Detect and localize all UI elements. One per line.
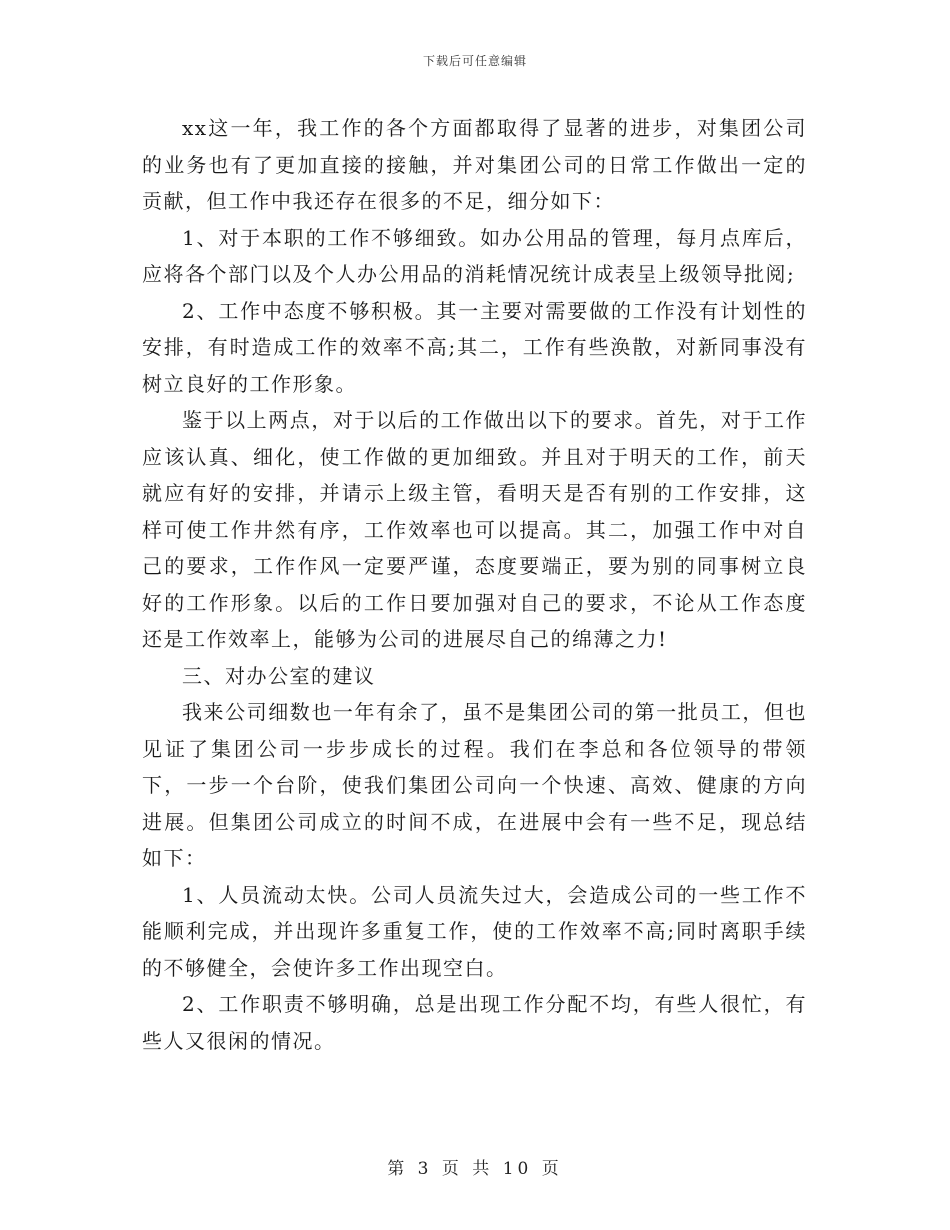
paragraph-point-2: 2、工作中态度不够积极。其一主要对需要做的工作没有计划性的安排，有时造成工作的效率不高;其二，工作有些涣散，对新同事没有树立良好的工作形象。 xyxy=(142,298,807,396)
page-header: 下载后可任意编辑 xyxy=(422,54,527,68)
paragraph-requirements: 鉴于以上两点，对于以后的工作做出以下的要求。首先，对于工作应该认真、细化，使工作做的更加细致。并且对于明天的工作，前天就应有好的安排，并请示上级主管，看明天是否有别的工作安排，这样可使工作井然有序，工作效率也可以提高。其二，加强工作中对自己的要求，工作作风一定要严谨，态度要端正，要为别的同事树立良好的工作形象。以后的工作日要加强对自己的要求，不论从工作态度还是工作效率上，能够为公司的进展尽自己的绵薄之力! xyxy=(142,408,807,651)
document-body xyxy=(142,110,807,1059)
page-footer: 第 3 页 共 10 页 xyxy=(387,1159,563,1179)
paragraph-suggestion-2: 2、工作职责不够明确，总是出现工作分配不均，有些人很忙，有些人又很闲的情况。 xyxy=(142,992,807,1053)
paragraph-point-1: 1、对于本职的工作不够细致。如办公用品的管理，每月点库后，应将各个部门以及个人办公用品的消耗情况统计成表呈上级领导批阅; xyxy=(142,225,807,286)
section-heading-suggestions: 三、对办公室的建议 xyxy=(182,663,376,688)
paragraph-company-growth: 我来公司细数也一年有余了，虽不是集团公司的第一批员工，但也见证了集团公司一步步成长的过程。我们在李总和各位领导的带领下，一步一个台阶，使我们集团公司向一个快速、高效、健康的方向进展。但集团公司成立的时间不成，在进展中会有一些不足，现总结如下： xyxy=(142,700,807,870)
paragraph-suggestion-1: 1、人员流动太快。公司人员流失过大，会造成公司的一些工作不能顺利完成，并出现许多重复工作，使的工作效率不高;同时离职手续的不够健全，会使许多工作出现空白。 xyxy=(142,882,807,980)
paragraph-intro: xx这一年，我工作的各个方面都取得了显著的进步，对集团公司的业务也有了更加直接的接触，并对集团公司的日常工作做出一定的贡献，但工作中我还存在很多的不足，细分如下： xyxy=(142,116,807,213)
